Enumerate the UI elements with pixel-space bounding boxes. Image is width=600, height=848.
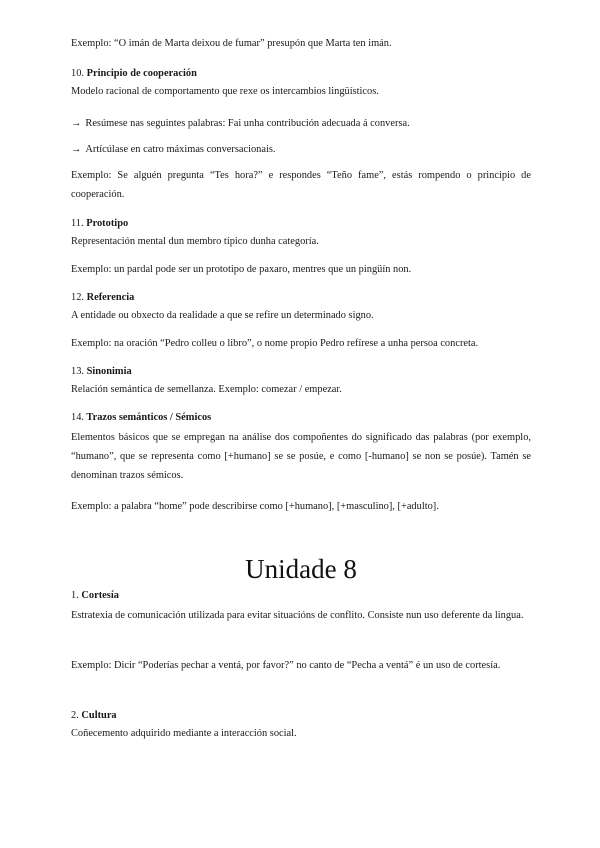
bullet-resume bbox=[71, 114, 531, 133]
definition-cultura: Coñecemento adquirido mediante a interacción social. bbox=[71, 728, 297, 739]
unit-title: Unidade 8 bbox=[245, 554, 357, 584]
bullet-text: Resúmese nas seguintes palabras: Fai unha contribución adecuada á conversa. bbox=[85, 118, 410, 129]
heading-title: Cultura bbox=[81, 710, 117, 721]
heading-principio-cooperacion bbox=[71, 64, 531, 83]
definition-principio-cooperacion: Modelo racional de comportamento que rexe os intercambios lingüísticos. bbox=[71, 86, 379, 97]
heading-prototipo bbox=[71, 214, 531, 233]
definition-trazos-semanticos: Elementos básicos que se empregan na análise dos compoñentes do significado das palabras (por exemplo, “humano”, que se representa como [+humano] se se posúe, e como [-humano] se non se posúe). Tamén se denominan trazos sémicos. bbox=[71, 432, 531, 481]
arrow-icon: → bbox=[71, 118, 82, 129]
example-referencia: Exemplo: na oración “Pedro colleu o libro”, o nome propio Pedro refírese a unha persoa concreta. bbox=[71, 338, 479, 349]
heading-title: Principio de cooperación bbox=[86, 68, 197, 79]
heading-number: 1. bbox=[71, 590, 79, 601]
definition-cortesia: Estratexia de comunicación utilizada para evitar situacións de conflito. Consiste nun uso deferente da lingua. bbox=[71, 610, 524, 621]
heading-title: Cortesía bbox=[81, 590, 119, 601]
heading-title: Trazos semánticos / Sémicos bbox=[86, 412, 212, 423]
example-trazos-semanticos: Exemplo: a palabra “home” pode describirse como [+humano], [+masculino], [+adulto]. bbox=[71, 501, 439, 512]
definition-prototipo: Representación mental dun membro típico dunha categoría. bbox=[71, 236, 319, 247]
example-iman: Exemplo: “O imán de Marta deixou de fumar” presupón que Marta ten imán. bbox=[71, 38, 392, 49]
bullet-maximas bbox=[71, 140, 531, 159]
heading-cortesia bbox=[71, 586, 531, 605]
heading-title: Prototipo bbox=[86, 218, 129, 229]
definition-referencia: A entidade ou obxecto da realidade a que se refire un determinado signo. bbox=[71, 310, 374, 321]
heading-title: Sinonimia bbox=[86, 366, 132, 377]
example-cortesia: Exemplo: Dicir “Poderías pechar a ventá, por favor?” no canto de “Pecha a ventá” é un uso de cortesía. bbox=[71, 660, 501, 671]
example-cooperacion: Exemplo: Se alguén pregunta “Tes hora?” e respondes “Teño fame”, estás rompendo o principio de cooperación. bbox=[71, 170, 531, 200]
heading-number: 11. bbox=[71, 218, 84, 229]
heading-trazos-semanticos bbox=[71, 408, 531, 427]
heading-number: 14. bbox=[71, 412, 84, 423]
heading-sinonimia bbox=[71, 362, 531, 381]
arrow-icon: → bbox=[71, 144, 82, 155]
example-prototipo: Exemplo: un pardal pode ser un prototipo de paxaro, mentres que un pingüín non. bbox=[71, 264, 412, 275]
heading-title: Referencia bbox=[86, 292, 135, 303]
heading-number: 13. bbox=[71, 366, 84, 377]
heading-number: 12. bbox=[71, 292, 84, 303]
heading-cultura bbox=[71, 706, 531, 725]
heading-number: 10. bbox=[71, 68, 84, 79]
heading-number: 2. bbox=[71, 710, 79, 721]
bullet-text: Artícúlase en catro máximas conversacionais. bbox=[85, 144, 276, 155]
definition-sinonimia: Relación semántica de semellanza. Exemplo: comezar / empezar. bbox=[71, 384, 342, 395]
heading-referencia bbox=[71, 288, 531, 307]
